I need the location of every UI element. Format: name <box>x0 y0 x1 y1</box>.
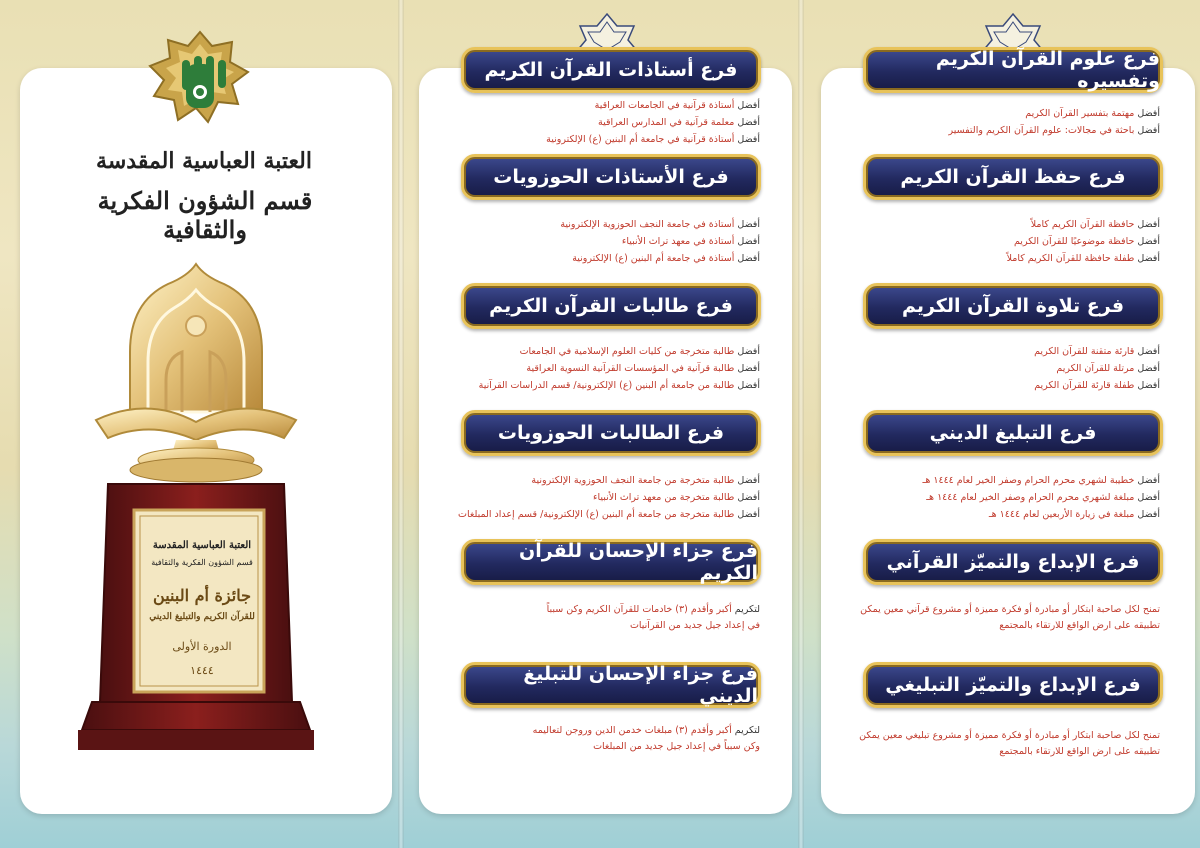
fold-line <box>798 0 804 848</box>
brand-line-1: العتبة العباسية المقدسة <box>96 148 312 174</box>
list-item: أفضل أستاذة في جامعة أم البنين (ع) الإلكترونية <box>572 253 760 264</box>
list-item: أفضل مبلغة لشهري محرم الحرام وصفر الخير لعام ١٤٤٤ هـ <box>926 492 1160 503</box>
branch-description <box>840 728 1160 760</box>
branch-description <box>440 723 760 755</box>
plaque-title: جائزة أم البنين <box>153 586 251 605</box>
hand-emblem-icon <box>146 30 254 130</box>
description-line: في إعداد جيل جديد من القرآنيات <box>629 620 760 631</box>
branch-items <box>840 343 1160 394</box>
list-item: أفضل أستاذة في معهد تراث الأنبياء <box>621 236 760 247</box>
branch-title: فرع تلاوة القرآن الكريم <box>863 283 1163 329</box>
description-line: تطبيقه على ارض الواقع للارتقاء بالمجتمع <box>999 620 1160 631</box>
list-item: أفضل أستاذة في جامعة النجف الحوزوية الإلكترونية <box>560 219 760 230</box>
list-item: أفضل معلمة قرآنية في المدارس العراقية <box>598 117 760 128</box>
list-item: أفضل طالبة متخرجة من جامعة أم البنين (ع) الإلكترونية/ قسم إعداد المبلغات <box>458 509 760 520</box>
description-line: وكن سبباً في إعداد جيل جديد من المبلغات <box>593 741 760 752</box>
branch-title: فرع الطالبات الحوزويات <box>461 410 761 456</box>
trophy-icon <box>78 262 338 760</box>
branch-items <box>440 216 760 267</box>
plaque-line-2: قسم الشؤون الفكرية والثقافية <box>151 558 253 567</box>
branch-description <box>440 602 760 634</box>
branch-description <box>840 602 1160 634</box>
fold-line <box>398 0 404 848</box>
description-line: تمنح لكل صاحبة ابتكار أو مبادرة أو فكرة مميزة أو مشروع قرآني معين يمكن <box>860 604 1160 615</box>
branch-title: فرع علوم القرآن الكريم وتفسيره <box>863 47 1163 93</box>
list-item: أفضل قارئة متقنة للقرآن الكريم <box>1034 346 1160 357</box>
description-line: تمنح لكل صاحبة ابتكار أو مبادرة أو فكرة مميزة أو مشروع تبليغي معين يمكن <box>859 730 1160 741</box>
description-line: تطبيقه على ارض الواقع للارتقاء بالمجتمع <box>999 746 1160 757</box>
list-item: أفضل خطيبة لشهري محرم الحرام وصفر الخير لعام ١٤٤٤ هـ <box>922 475 1160 486</box>
list-item: أفضل طالبة متخرجة من معهد تراث الأنبياء <box>593 492 760 503</box>
branch-items <box>440 472 760 523</box>
list-item: أفضل مهتمة بتفسير القرآن الكريم <box>1025 108 1160 119</box>
branch-title: فرع طالبات القرآن الكريم <box>461 283 761 329</box>
list-item: أفضل أستاذة قرآنية في الجامعات العراقية <box>594 100 760 111</box>
branch-title: فرع الإبداع والتميّز التبليغي <box>863 662 1163 708</box>
list-item: أفضل حافظة القرآن الكريم كاملاً <box>1030 219 1160 230</box>
plaque-line-1: العتبة العباسية المقدسة <box>152 540 252 551</box>
list-item: أفضل طالبة متخرجة من كليات العلوم الإسلامية في الجامعات <box>519 346 760 357</box>
list-item: أفضل طالبة قرآنية في المؤسسات القرآنية النسوية العراقية <box>526 363 760 374</box>
plaque-year: ١٤٤٤ <box>190 664 214 677</box>
list-item: أفضل أستاذة قرآنية في جامعة أم البنين (ع) الإلكترونية <box>546 134 760 145</box>
branch-title: فرع التبليغ الديني <box>863 410 1163 456</box>
description-line: لتكريم أكبر وأقدم (٣) مبلغات خدمن الدين وروجن لتعاليمه <box>532 725 760 736</box>
branch-items <box>440 343 760 394</box>
plaque-edition: الدورة الأولى <box>172 640 232 653</box>
branch-items <box>840 105 1160 139</box>
branch-items <box>840 216 1160 267</box>
list-item: أفضل باحثة في مجالات: علوم القرآن الكريم والتفسير <box>948 125 1160 136</box>
branch-title: فرع الأستاذات الحوزويات <box>461 154 761 200</box>
branch-title: فرع جزاء الإحسان للقرآن الكريم <box>461 539 761 585</box>
description-line: لتكريم أكبر وأقدم (٣) خادمات للقرآن الكريم وكن سبباً <box>546 604 760 615</box>
brand-line-2: قسم الشؤون الفكرية والثقافية <box>97 186 313 244</box>
branch-title: فرع الإبداع والتميّز القرآني <box>863 539 1163 585</box>
list-item: أفضل مرتلة للقرآن الكريم <box>1056 363 1160 374</box>
branch-title: فرع حفظ القرآن الكريم <box>863 154 1163 200</box>
list-item: أفضل طالبة من جامعة أم البنين (ع) الإلكترونية/ قسم الدراسات القرآنية <box>478 380 760 391</box>
list-item: أفضل مبلغة في زيارة الأربعين لعام ١٤٤٤ هـ <box>988 509 1160 520</box>
branch-title: فرع أستاذات القرآن الكريم <box>461 47 761 93</box>
list-item: أفضل حافظة موضوعيًا للقرآن الكريم <box>1013 236 1160 247</box>
branch-title: فرع جزاء الإحسان للتبليغ الديني <box>461 662 761 708</box>
list-item: أفضل طفلة حافظة للقرآن الكريم كاملاً <box>1006 253 1160 264</box>
list-item: أفضل طفلة قارئة للقرآن الكريم <box>1034 380 1160 391</box>
branch-items <box>840 472 1160 523</box>
plaque-subtitle: للقرآن الكريم والتبليغ الديني <box>149 612 255 622</box>
list-item: أفضل طالبة متخرجة من جامعة النجف الحوزوية الإلكترونية <box>531 475 760 486</box>
branch-items <box>440 97 760 148</box>
